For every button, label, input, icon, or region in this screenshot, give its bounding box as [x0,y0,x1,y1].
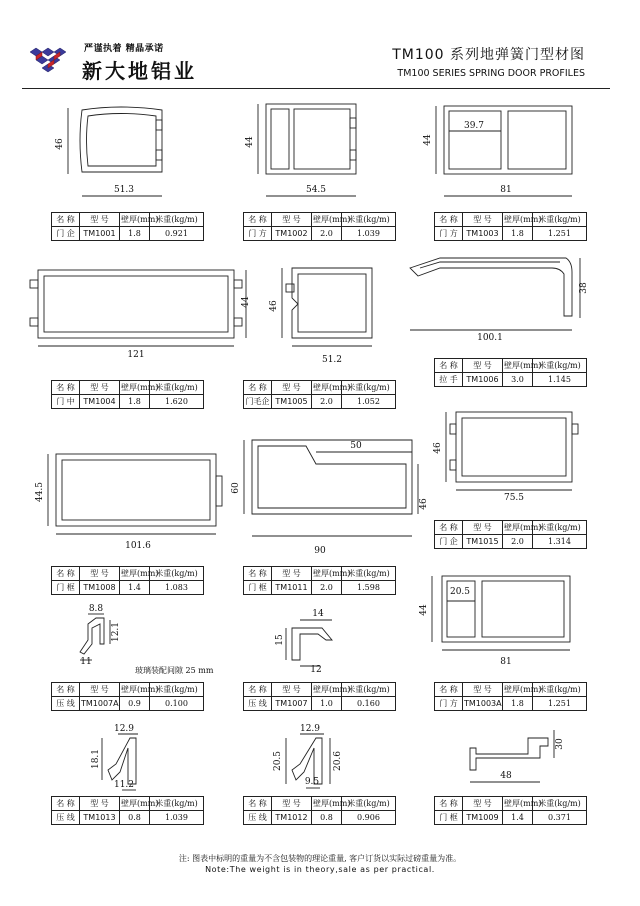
profile-drawing-tm1001 [68,107,162,196]
dim-label: 46 [433,442,443,454]
weight-per-meter: 1.039 [342,227,396,241]
wall-thickness: 3.0 [503,373,533,387]
profile-model: TM1013 [80,811,120,825]
profile-model: TM1005 [272,395,312,409]
profile-model: TM1003 [463,227,503,241]
profile-model: TM1002 [272,227,312,241]
dim-label: 51.2 [321,355,343,365]
profile-drawing-tm1015 [446,412,578,490]
profile-model: TM1007A [80,697,120,711]
profile-drawing-tm1007 [286,620,332,666]
profile-name: 门毛企 [244,395,272,409]
dim-label: 14 [312,609,324,619]
footer-note-cn: 注: 图表中标明的重量为不含包装物的理论重量, 客户订货以实际过磅重量为准。 [178,854,462,863]
profile-name: 压 线 [52,811,80,825]
profile-drawing-tm1007a [80,614,110,660]
profile-drawing-tm1002 [258,104,356,196]
spec-table-tm1007a: 名 称 型 号 壁厚(mm) 米重(kg/m) 压 线 TM1007A 0.9 0.100 [51,682,204,711]
profile-drawing-tm1008 [48,454,222,534]
profile-name: 压 线 [244,697,272,711]
dim-label: 38 [579,282,589,294]
profile-name: 门 企 [435,535,463,549]
dim-label: 11.2 [113,780,135,790]
dim-label: 9.5 [304,777,320,787]
dim-label: 44 [423,134,433,146]
wall-thickness: 0.8 [312,811,342,825]
profile-drawing-tm1011 [244,440,418,536]
weight-per-meter: 1.251 [533,697,587,711]
spec-table-tm1005: 名 称 型 号 壁厚(mm) 米重(kg/m) 门毛企 TM1005 2.0 1.052 [243,380,396,409]
wall-thickness: 0.8 [120,811,150,825]
weight-per-meter: 0.371 [533,811,587,825]
company-logo [26,40,70,80]
profile-name: 拉 手 [435,373,463,387]
spec-table-tm1001: 名 称 型 号 壁厚(mm) 米重(kg/m) 门 企 TM1001 1.8 0.921 [51,212,204,241]
dim-label: 44 [419,604,429,616]
profile-name: 压 线 [52,697,80,711]
weight-per-meter: 1.314 [533,535,587,549]
spec-table-tm1004: 名 称 型 号 壁厚(mm) 米重(kg/m) 门 中 TM1004 1.8 1.620 [51,380,204,409]
profile-name: 门 方 [244,227,272,241]
weight-per-meter: 0.921 [150,227,204,241]
dim-label: 11 [80,657,92,667]
dim-label: 90 [314,546,326,556]
dim-label: 20.5 [449,587,471,597]
profile-model: TM1006 [463,373,503,387]
dim-label: 18.1 [91,748,101,770]
dim-label: 51.3 [113,185,135,195]
company-name: 新大地铝业 [82,59,197,83]
weight-per-meter: 0.160 [342,697,396,711]
dim-label: 8.8 [88,604,104,614]
dim-label: 46 [269,300,279,312]
profile-model: TM1004 [80,395,120,409]
profile-name: 门 企 [52,227,80,241]
spec-table-tm1006: 名 称 型 号 壁厚(mm) 米重(kg/m) 拉 手 TM1006 3.0 1.145 [434,358,587,387]
wall-thickness: 1.4 [503,811,533,825]
weight-per-meter: 1.083 [150,581,204,595]
spec-table-tm1011: 名 称 型 号 壁厚(mm) 米重(kg/m) 门 框 TM1011 2.0 1.598 [243,566,396,595]
profile-name: 压 线 [244,811,272,825]
profile-name: 门 框 [435,811,463,825]
dim-label: 100.1 [477,333,503,343]
dim-label: 20.5 [273,750,283,772]
dim-label: 12.1 [111,621,121,643]
wall-thickness: 2.0 [503,535,533,549]
spec-table-tm1009: 名 称 型 号 壁厚(mm) 米重(kg/m) 门 框 TM1009 1.4 0.371 [434,796,587,825]
profile-name: 门 框 [244,581,272,595]
dim-label: 46 [55,138,65,150]
spec-table-tm1008: 名 称 型 号 壁厚(mm) 米重(kg/m) 门 框 TM1008 1.4 1.083 [51,566,204,595]
dim-label: 46 [419,498,429,510]
spec-table-tm1012: 名 称 型 号 壁厚(mm) 米重(kg/m) 压 线 TM1012 0.8 0.906 [243,796,396,825]
weight-per-meter: 1.620 [150,395,204,409]
dim-label: 48 [500,771,512,781]
weight-per-meter: 0.100 [150,697,204,711]
dim-label: 75.5 [503,493,525,503]
profile-model: TM1011 [272,581,312,595]
profile-model: TM1008 [80,581,120,595]
profile-drawing-tm1005 [282,268,372,346]
dim-label: 44.5 [35,481,45,503]
profile-model: TM1015 [463,535,503,549]
weight-per-meter: 1.598 [342,581,396,595]
spec-table-tm1015: 名 称 型 号 壁厚(mm) 米重(kg/m) 门 企 TM1015 2.0 1.314 [434,520,587,549]
dim-label: 39.7 [463,121,485,131]
profile-drawing-tm1009 [470,730,554,782]
profile-drawing-tm1004 [30,270,246,346]
wall-thickness: 1.8 [120,395,150,409]
dim-label: 20.6 [333,750,343,772]
wall-thickness: 2.0 [312,395,342,409]
profile-model: TM1012 [272,811,312,825]
wall-thickness: 1.0 [312,697,342,711]
footer-note-en: Note:The weight is in theory,sale as per practical. [205,865,435,874]
dim-label: 81 [500,657,512,667]
profile-name: 门 方 [435,227,463,241]
wall-thickness: 1.8 [503,227,533,241]
page-subtitle: TM100 SERIES SPRING DOOR PROFILES [397,68,585,79]
spec-table-tm1003: 名 称 型 号 壁厚(mm) 米重(kg/m) 门 方 TM1003 1.8 1.251 [434,212,587,241]
weight-per-meter: 1.052 [342,395,396,409]
wall-thickness: 0.9 [120,697,150,711]
spec-table-tm1002: 名 称 型 号 壁厚(mm) 米重(kg/m) 门 方 TM1002 2.0 1.039 [243,212,396,241]
page-title: TM100 系列地弹簧门型材图 [392,47,585,63]
dim-label: 15 [275,634,285,646]
profile-name: 门 框 [52,581,80,595]
dim-label: 44 [245,136,255,148]
dim-label: 12.9 [113,724,135,734]
spec-table-tm1003a: 名 称 型 号 壁厚(mm) 米重(kg/m) 门 方 TM1003A 1.8 1.251 [434,682,587,711]
wall-thickness: 2.0 [312,581,342,595]
dim-label: 121 [127,350,145,360]
profile-model: TM1001 [80,227,120,241]
profile-name: 门 方 [435,697,463,711]
dim-label: 60 [231,482,241,494]
profile-drawing-tm1012 [286,734,330,788]
header-divider [22,88,610,89]
profile-model: TM1009 [463,811,503,825]
wall-thickness: 2.0 [312,227,342,241]
spec-table-tm1013: 名 称 型 号 壁厚(mm) 米重(kg/m) 压 线 TM1013 0.8 1.039 [51,796,204,825]
company-slogan: 严谨执着 精晶承诺 [84,44,164,54]
glass-gap-note: 玻璃装配间隙 25 mm [135,666,214,675]
wall-thickness: 1.8 [120,227,150,241]
weight-per-meter: 0.906 [342,811,396,825]
dim-label: 50 [350,441,362,451]
dim-label: 12 [310,665,322,675]
weight-per-meter: 1.145 [533,373,587,387]
weight-per-meter: 1.251 [533,227,587,241]
profile-drawing-tm1003 [436,106,572,196]
dim-label: 12.9 [299,724,321,734]
profile-name: 门 中 [52,395,80,409]
wall-thickness: 1.8 [503,697,533,711]
weight-per-meter: 1.039 [150,811,204,825]
spec-table-tm1007: 名 称 型 号 壁厚(mm) 米重(kg/m) 压 线 TM1007 1.0 0.160 [243,682,396,711]
dim-label: 54.5 [305,185,327,195]
dim-label: 44 [241,296,251,308]
profile-drawing-tm1013 [102,734,138,790]
profile-model: TM1003A [463,697,503,711]
dim-label: 30 [555,738,565,750]
wall-thickness: 1.4 [120,581,150,595]
dim-label: 101.6 [125,541,151,551]
profile-model: TM1007 [272,697,312,711]
profile-drawing-tm1003a [432,576,570,650]
dim-label: 81 [500,185,512,195]
profile-drawing-tm1006 [410,258,580,330]
